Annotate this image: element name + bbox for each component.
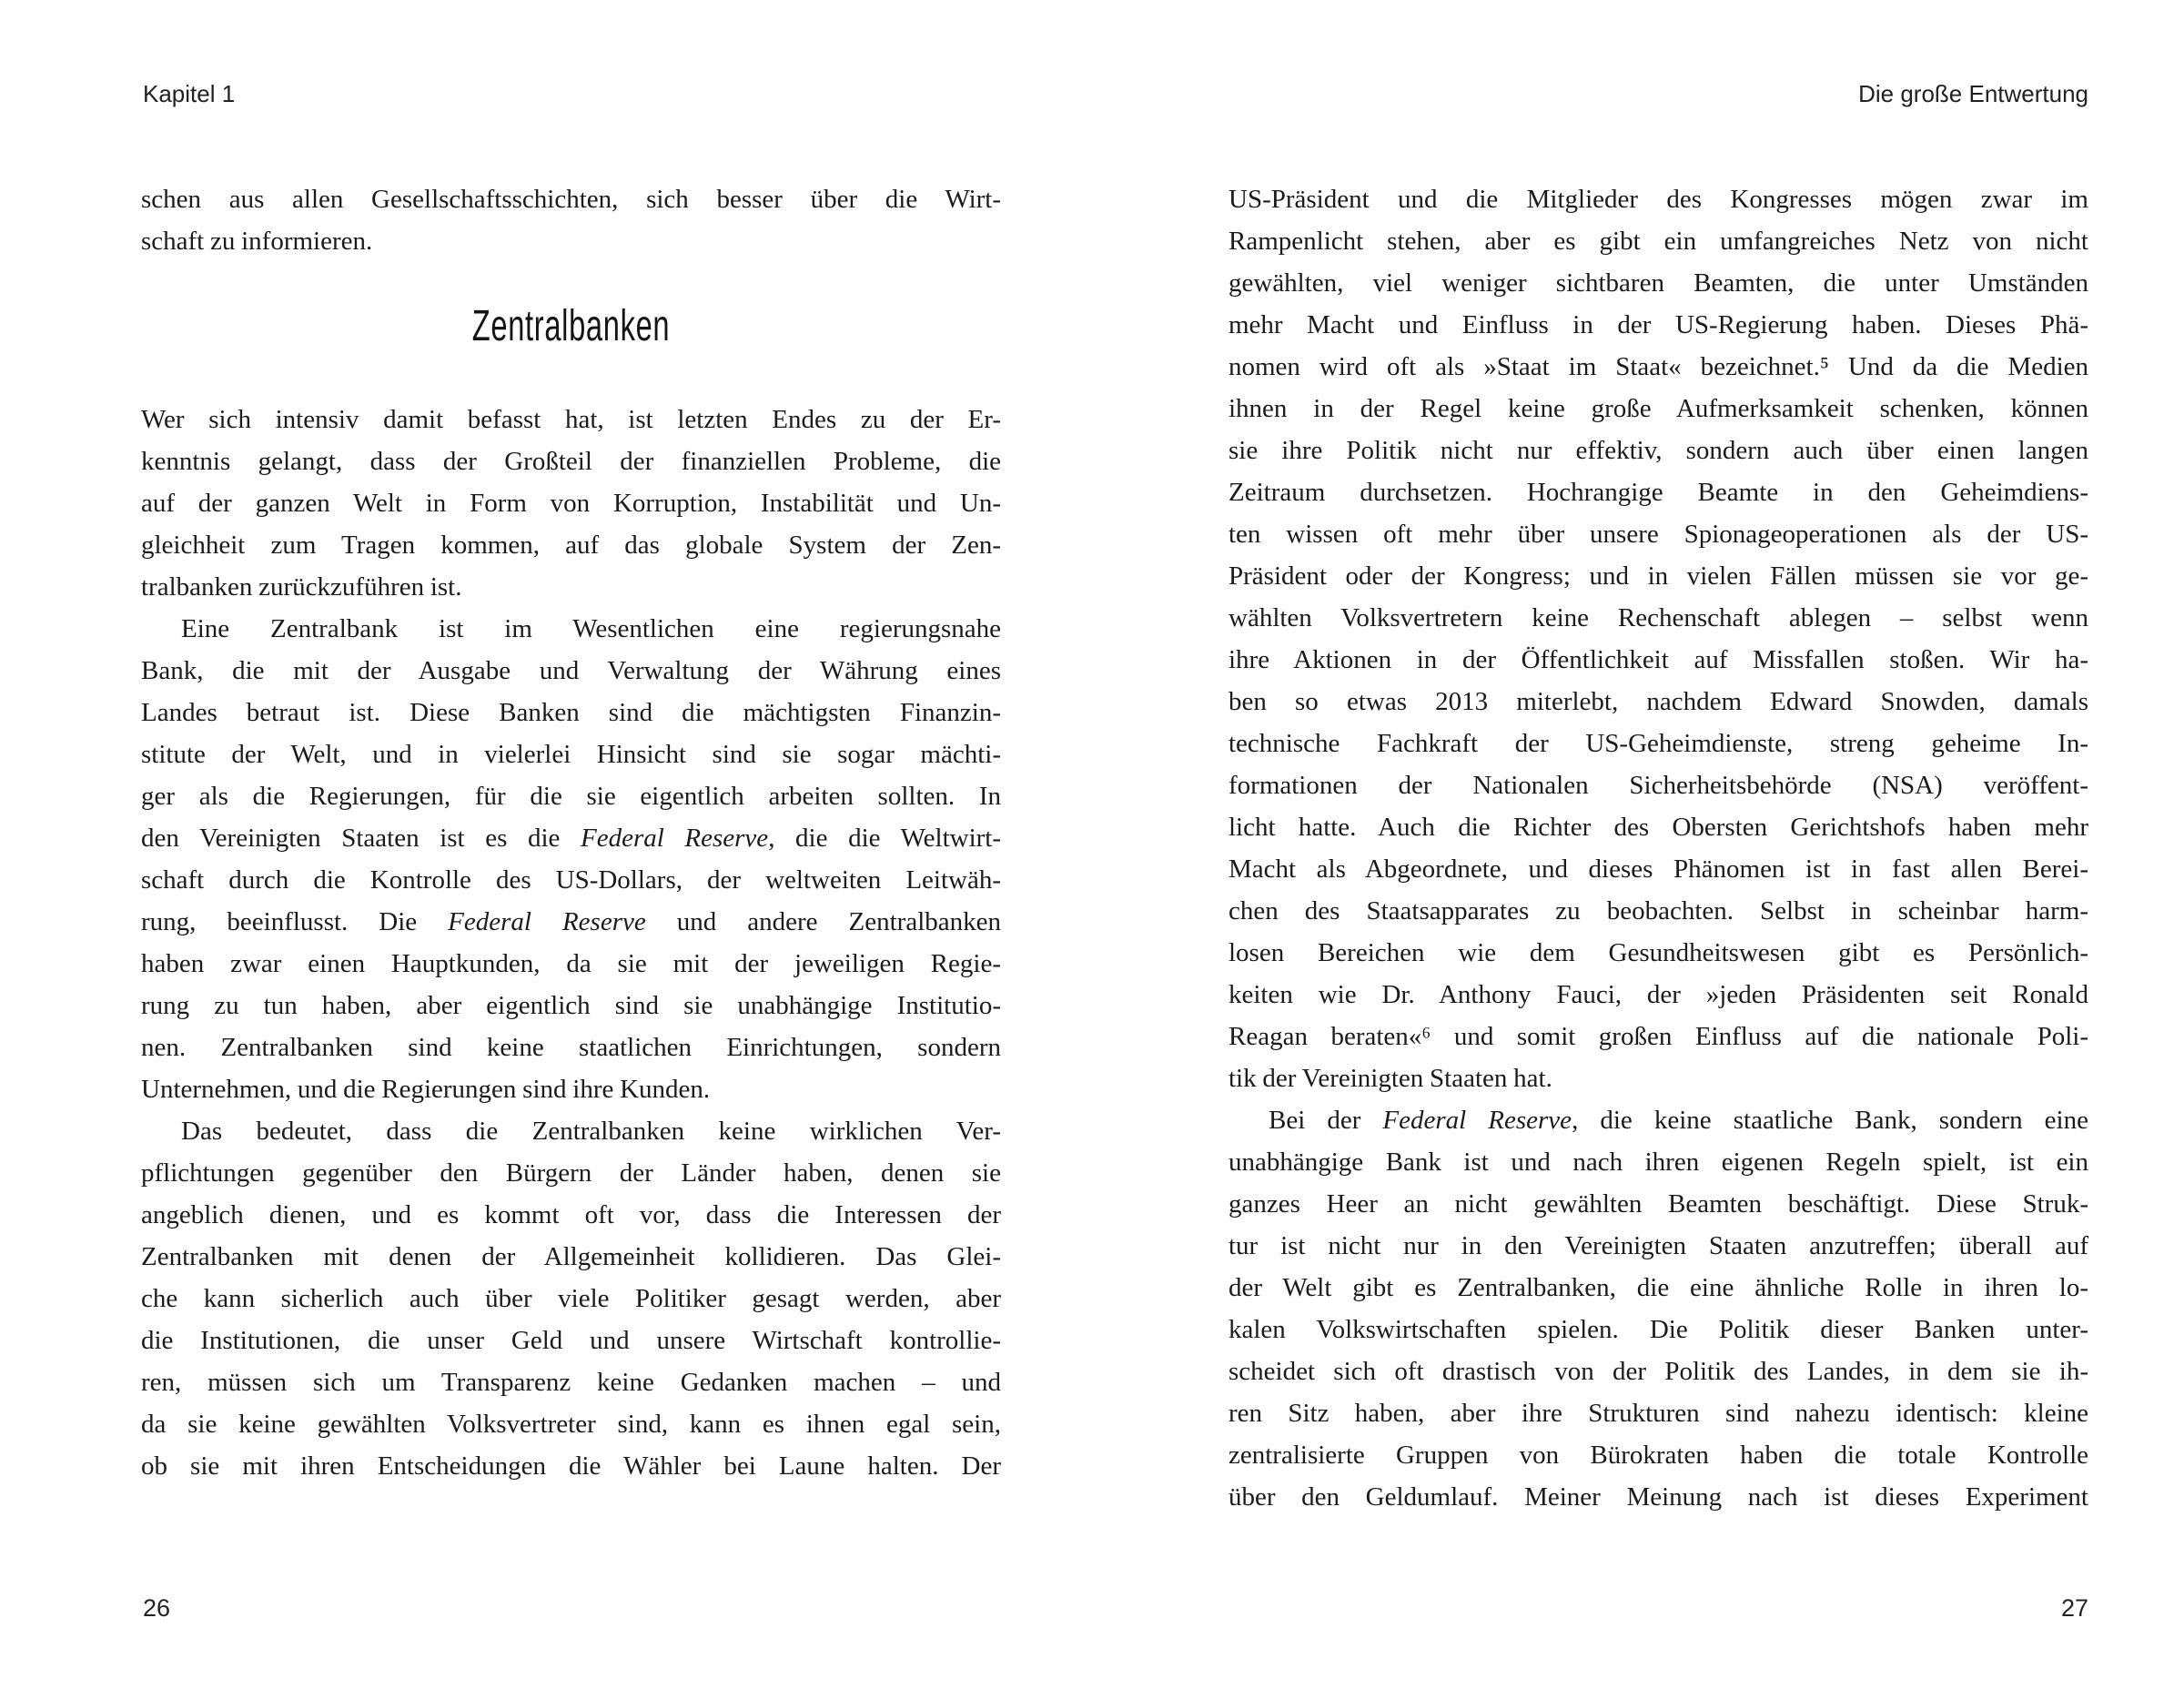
text-line: die Institutionen, die unser Geld und unsere Wirtschaft kontrollie-	[141, 1326, 1001, 1355]
text-line: nen. Zentralbanken sind keine staatlichen Einrichtungen, sondern	[141, 1033, 1001, 1062]
text-line: sie ihre Politik nicht nur effektiv, sondern auch über einen langen	[1228, 436, 2088, 465]
text-line: ob sie mit ihren Entscheidungen die Wähler bei Laune halten. Der	[141, 1451, 1001, 1481]
text-line: Reagan beraten«⁶ und somit großen Einfluss auf die nationale Poli-	[1228, 1022, 2088, 1051]
text-line: der Welt gibt es Zentralbanken, die eine ähnliche Rolle in ihren lo-	[1228, 1273, 2088, 1302]
text-line: kalen Volkswirtschaften spielen. Die Politik dieser Banken unter-	[1228, 1315, 2088, 1344]
text-line: rung zu tun haben, aber eigentlich sind sie unabhängige Institutio-	[141, 991, 1001, 1020]
text-column-right-page	[1228, 178, 2088, 1518]
text-line: US-Präsident und die Mitglieder des Kongresses mögen zwar im	[1228, 185, 2088, 214]
text-line: Bei der Federal Reserve, die keine staatliche Bank, sondern eine	[1269, 1106, 2088, 1135]
paragraph	[1228, 1099, 2088, 1518]
text-line: losen Bereichen wie dem Gesundheitswesen gibt es Persönlich-	[1228, 938, 2088, 967]
paragraph	[141, 399, 1001, 608]
text-line: rung, beeinflusst. Die Federal Reserve und andere Zentralbanken	[141, 907, 1001, 936]
paragraph	[1228, 178, 2088, 1099]
text-line: tur ist nicht nur in den Vereinigten Staaten anzutreffen; überall auf	[1228, 1231, 2088, 1260]
page-number-left: 26	[143, 1594, 171, 1622]
text-line: gleichheit zum Tragen kommen, auf das globale System der Zen-	[141, 531, 1001, 560]
text-line: unabhängige Bank ist und nach ihren eigenen Regeln spielt, ist ein	[1228, 1148, 2088, 1177]
text-line: auf der ganzen Welt in Form von Korruption, Instabilität und Un-	[141, 489, 1001, 518]
text-line: licht hatte. Auch die Richter des Obersten Gerichtshofs haben mehr	[1228, 813, 2088, 842]
text-line: Zeitraum durchsetzen. Hochrangige Beamte in den Geheimdiens-	[1228, 478, 2088, 507]
paragraph	[141, 608, 1001, 1110]
text-line: zentralisierte Gruppen von Bürokraten haben die totale Kontrolle	[1228, 1441, 2088, 1470]
text-line: Das bedeutet, dass die Zentralbanken keine wirklichen Ver-	[181, 1117, 1001, 1146]
text-line: gewählten, viel weniger sichtbaren Beamten, die unter Umständen	[1228, 268, 2088, 298]
text-line: Zentralbanken mit denen der Allgemeinheit kollidieren. Das Glei-	[141, 1242, 1001, 1271]
text-line: tik der Vereinigten Staaten hat.	[1228, 1064, 1552, 1093]
text-line: Landes betraut ist. Diese Banken sind die mächtigsten Finanzin-	[141, 698, 1001, 727]
paragraph	[141, 178, 1001, 262]
text-line: formationen der Nationalen Sicherheitsbehörde (NSA) veröffent-	[1228, 771, 2088, 800]
text-line: ten wissen oft mehr über unsere Spionageoperationen als der US-	[1228, 520, 2088, 549]
text-line: über den Geldumlauf. Meiner Meinung nach ist dieses Experiment	[1228, 1482, 2088, 1512]
text-line: Präsident oder der Kongress; und in vielen Fällen müssen sie vor ge-	[1228, 561, 2088, 591]
text-line: ger als die Regierungen, für die sie eigentlich arbeiten sollten. In	[141, 782, 1001, 811]
text-line: Unternehmen, und die Regierungen sind ihre Kunden.	[141, 1075, 711, 1104]
text-line: den Vereinigten Staaten ist es die Federal Reserve, die die Weltwirt-	[141, 824, 1001, 853]
text-line: tralbanken zurückzuführen ist.	[141, 572, 462, 602]
text-line: ren, müssen sich um Transparenz keine Gedanken machen – und	[141, 1368, 1001, 1397]
text-line: che kann sicherlich auch über viele Politiker gesagt werden, aber	[141, 1284, 1001, 1313]
running-head-chapter: Kapitel 1	[143, 80, 236, 107]
text-line: stitute der Welt, und in vielerlei Hinsicht sind sie sogar mächti-	[141, 740, 1001, 769]
paragraph	[141, 1110, 1001, 1487]
text-line: nomen wird oft als »Staat im Staat« bezeichnet.⁵ Und da die Medien	[1228, 352, 2088, 381]
section-heading: Zentralbanken	[471, 302, 671, 350]
text-line: ben so etwas 2013 miterlebt, nachdem Edward Snowden, damals	[1228, 687, 2088, 716]
page-number-right: 27	[2060, 1594, 2088, 1622]
text-line: Bank, die mit der Ausgabe und Verwaltung der Währung eines	[141, 656, 1001, 685]
text-line: mehr Macht und Einfluss in der US-Regierung haben. Dieses Phä-	[1228, 310, 2088, 339]
text-line: Eine Zentralbank ist im Wesentlichen eine regierungsnahe	[181, 614, 1001, 643]
text-line: technische Fachkraft der US-Geheimdienste, streng geheime In-	[1228, 729, 2088, 758]
running-head-book-title: Die große Entwertung	[1858, 80, 2088, 107]
text-line: ihre Aktionen in der Öffentlichkeit auf Missfallen stoßen. Wir ha-	[1228, 645, 2088, 674]
text-line: kenntnis gelangt, dass der Großteil der finanziellen Probleme, die	[141, 447, 1001, 476]
text-line: ganzes Heer an nicht gewählten Beamten beschäftigt. Diese Struk-	[1228, 1189, 2088, 1219]
text-line: ihnen in der Regel keine große Aufmerksamkeit schenken, können	[1228, 394, 2088, 423]
text-column-left-page	[141, 178, 1001, 1487]
text-line: keiten wie Dr. Anthony Fauci, der »jeden Präsidenten seit Ronald	[1228, 980, 2088, 1009]
text-line: Macht als Abgeordnete, und dieses Phänomen ist in fast allen Berei-	[1228, 855, 2088, 884]
text-line: schaft zu informieren.	[141, 227, 373, 256]
text-line: schaft durch die Kontrolle des US-Dollars, der weltweiten Leitwäh-	[141, 865, 1001, 895]
text-line: Wer sich intensiv damit befasst hat, ist letzten Endes zu der Er-	[141, 405, 1001, 434]
text-line: schen aus allen Gesellschaftsschichten, sich besser über die Wirt-	[141, 185, 1001, 214]
text-line: angeblich dienen, und es kommt oft vor, dass die Interessen der	[141, 1200, 1001, 1229]
text-line: chen des Staatsapparates zu beobachten. Selbst in scheinbar harm-	[1228, 896, 2088, 925]
text-line: pflichtungen gegenüber den Bürgern der Länder haben, denen sie	[141, 1158, 1001, 1188]
text-line: Rampenlicht stehen, aber es gibt ein umfangreiches Netz von nicht	[1228, 227, 2088, 256]
text-line: da sie keine gewählten Volksvertreter sind, kann es ihnen egal sein,	[141, 1410, 1001, 1439]
text-line: wählten Volksvertretern keine Rechenschaft ablegen – selbst wenn	[1228, 603, 2088, 632]
text-line: ren Sitz haben, aber ihre Strukturen sind nahezu identisch: kleine	[1228, 1399, 2088, 1428]
text-line: scheidet sich oft drastisch von der Politik des Landes, in dem sie ih-	[1228, 1357, 2088, 1386]
text-line: haben zwar einen Hauptkunden, da sie mit der jeweiligen Regie-	[141, 949, 1001, 978]
